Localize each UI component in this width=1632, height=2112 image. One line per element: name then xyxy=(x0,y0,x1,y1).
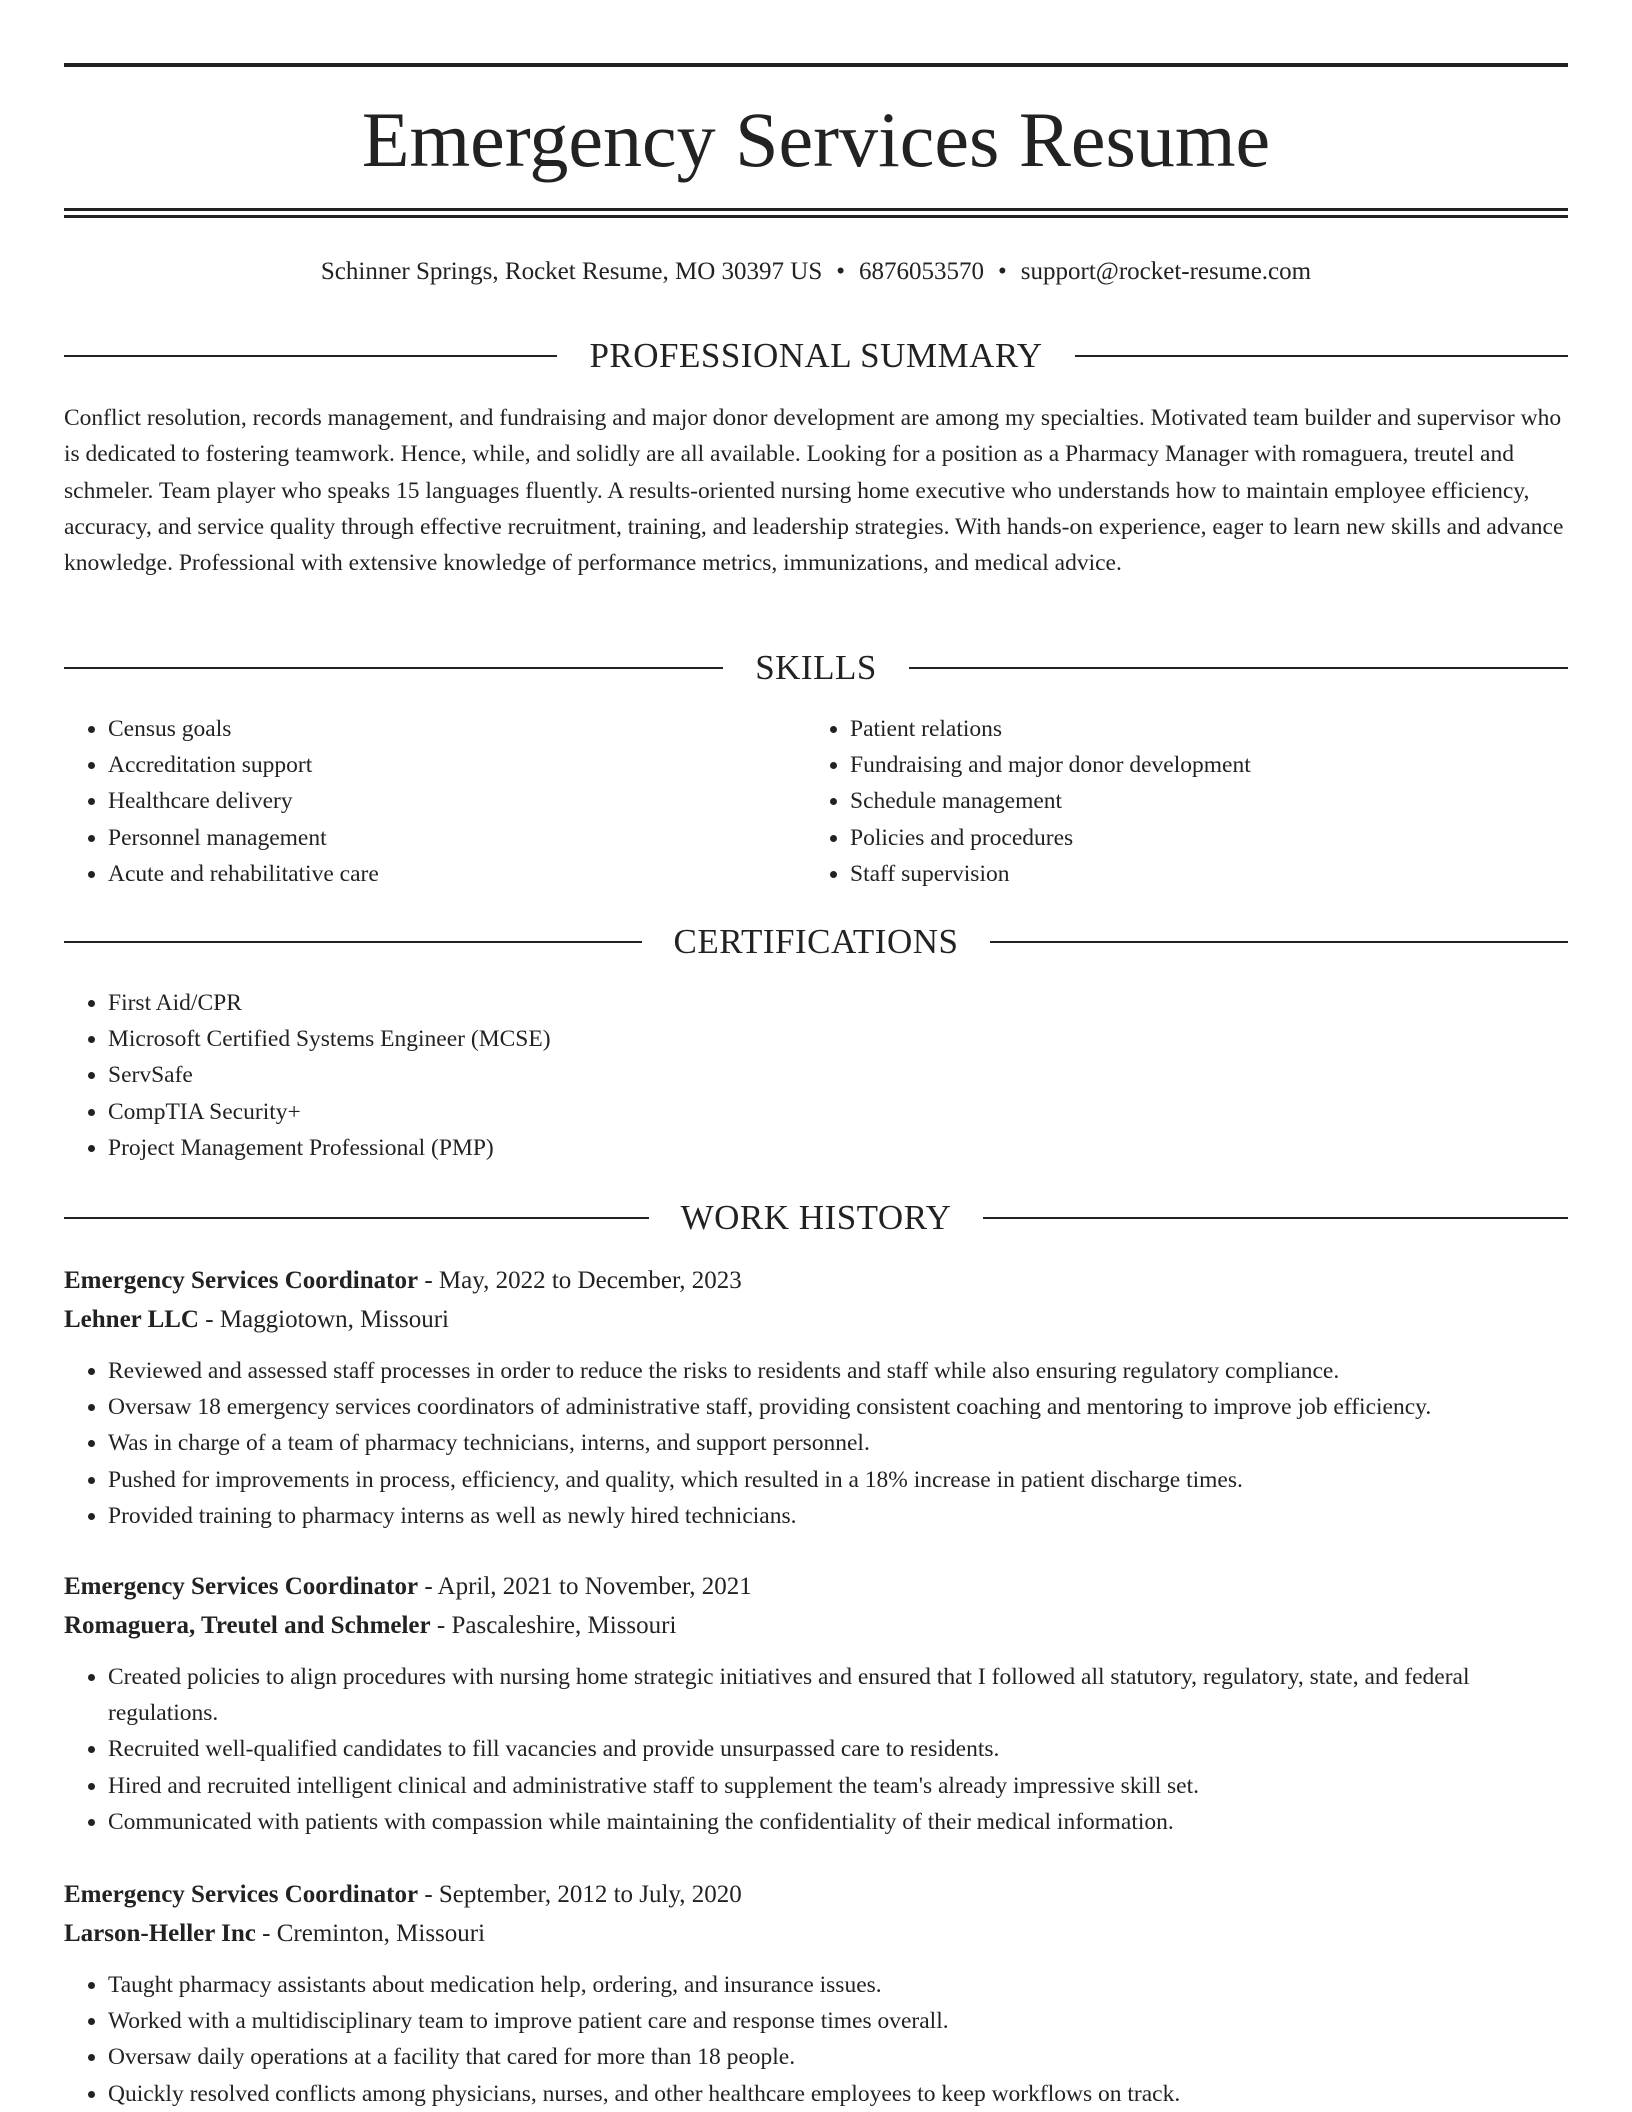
heading-rule-right xyxy=(990,941,1568,943)
job-duty-item: • Was in charge of a team of pharmacy technicians, interns, and support personnel. xyxy=(108,1425,1568,1461)
job-duty-item: • Hired and recruited intelligent clinical and administrative staff to supplement the team's already impressive skill set. xyxy=(108,1768,1568,1804)
skills-column-right xyxy=(806,711,1506,892)
certification-item: • ServSafe xyxy=(108,1057,1264,1093)
skill-item: • Patient relations xyxy=(850,711,1506,747)
job-title-line xyxy=(64,1262,1568,1300)
summary-heading xyxy=(64,334,1568,378)
section-title: PROFESSIONAL SUMMARY xyxy=(589,336,1043,375)
job-duty-item: • Oversaw 18 emergency services coordinators of administrative staff, providing consistent coaching and mentoring to improve job efficiency. xyxy=(108,1389,1568,1425)
header-double-rule xyxy=(64,208,1568,218)
job-duty-item: • Taught pharmacy assistants about medication help, ordering, and insurance issues. xyxy=(108,1967,1568,2003)
job-dates: September, 2012 to July, 2020 xyxy=(438,1881,742,1908)
job-duty-item: • Created policies to align procedures with nursing home strategic initiatives and ensured that I followed all statutory, regulatory, state, and federal regulations. xyxy=(108,1659,1568,1731)
heading-rule-left xyxy=(64,941,642,943)
job-company-line xyxy=(64,1301,1568,1339)
job-entry xyxy=(64,1876,1568,2112)
contact-separator: • xyxy=(836,258,846,285)
certifications-list xyxy=(64,985,1264,1166)
skills-heading xyxy=(64,646,1568,690)
certification-item: • CompTIA Security+ xyxy=(108,1094,1264,1130)
job-duties-list xyxy=(64,1967,1568,2112)
job-company: Larson-Heller Inc xyxy=(64,1920,256,1947)
skills-list-left xyxy=(64,711,764,892)
section-title: WORK HISTORY xyxy=(680,1198,952,1237)
section-title: CERTIFICATIONS xyxy=(673,922,959,961)
skill-item: • Policies and procedures xyxy=(850,820,1506,856)
job-entry xyxy=(64,1262,1568,1534)
heading-rule-left xyxy=(64,1217,649,1219)
work-history-heading xyxy=(64,1196,1568,1240)
job-duty-item: • Recruited well-qualified candidates to fill vacancies and provide unsurpassed care to residents. xyxy=(108,1731,1568,1767)
job-location: Pascaleshire, Missouri xyxy=(451,1612,677,1639)
job-duty-item: • Worked with a multidisciplinary team to improve patient care and response times overall. xyxy=(108,2003,1568,2039)
job-title-line xyxy=(64,1876,1568,1914)
job-duty-item: • Provided training to pharmacy interns as well as newly hired technicians. xyxy=(108,1498,1568,1534)
skills-column-left xyxy=(64,711,764,892)
job-duties-list xyxy=(64,1659,1568,1840)
job-dash: - xyxy=(418,1881,439,1908)
contact-email: support@rocket-resume.com xyxy=(1020,258,1312,285)
skills-list-right xyxy=(806,711,1506,892)
job-title-line xyxy=(64,1568,1568,1606)
resume-title: Emergency Services Resume xyxy=(361,96,1271,183)
job-location: Maggiotown, Missouri xyxy=(219,1306,449,1333)
heading-rule-left xyxy=(64,667,723,669)
skill-item: • Schedule management xyxy=(850,783,1506,819)
job-dates: April, 2021 to November, 2021 xyxy=(437,1573,752,1600)
skill-item: • Fundraising and major donor development xyxy=(850,747,1506,783)
job-dash: - xyxy=(418,1573,438,1600)
job-duty-item: • Reviewed and assessed staff processes in order to reduce the risks to residents and staff while also ensuring regulatory compliance. xyxy=(108,1353,1568,1389)
heading-rule-right xyxy=(909,667,1568,669)
skill-item: • Personnel management xyxy=(108,820,764,856)
certification-item: • Microsoft Certified Systems Engineer (MCSE) xyxy=(108,1021,1264,1057)
certifications-block xyxy=(64,985,1264,1166)
job-duties-list xyxy=(64,1353,1568,1534)
job-company-line xyxy=(64,1607,1568,1645)
job-entry xyxy=(64,1568,1568,1840)
job-title: Emergency Services Coordinator xyxy=(64,1881,419,1908)
header-top-rule xyxy=(64,63,1568,67)
contact-phone: 6876053570 xyxy=(859,258,985,285)
job-dash: - xyxy=(418,1267,439,1294)
job-company: Romaguera, Treutel and Schmeler xyxy=(64,1612,431,1639)
certification-item: • First Aid/CPR xyxy=(108,985,1264,1021)
section-title: SKILLS xyxy=(755,648,877,687)
job-dash: - xyxy=(255,1920,277,1947)
job-dash: - xyxy=(430,1612,452,1639)
job-duty-item: • Communicated with patients with compassion while maintaining the confidentiality of their medical information. xyxy=(108,1804,1568,1840)
job-company: Lehner LLC xyxy=(64,1306,199,1333)
skill-item: • Staff supervision xyxy=(850,856,1506,892)
contact-separator: • xyxy=(998,258,1007,285)
job-duty-item: • Pushed for improvements in process, efficiency, and quality, which resulted in a 18% increase in patient discharge times. xyxy=(108,1462,1568,1498)
job-title: Emergency Services Coordinator xyxy=(64,1267,419,1294)
heading-rule-right xyxy=(983,1217,1568,1219)
job-duty-item: • Oversaw daily operations at a facility that cared for more than 18 people. xyxy=(108,2039,1568,2075)
job-company-line xyxy=(64,1915,1568,1953)
heading-rule-right xyxy=(1075,355,1568,357)
skill-item: • Accreditation support xyxy=(108,747,764,783)
certifications-heading xyxy=(64,920,1568,964)
skill-item: • Census goals xyxy=(108,711,764,747)
job-title: Emergency Services Coordinator xyxy=(64,1573,419,1600)
contact-line xyxy=(64,254,1568,290)
summary-text: Conflict resolution, records management, and fundraising and major donor development are among my specialties. Motivated team builder and supervisor who is dedicated to fostering teamwork. Hence, while, and solidly are all available. Looking for a position as a Pharmacy Manager with romaguera, treutel and schmeler. Team player who speaks 15 languages fluently. A results-oriented nursing home executive who understands how to maintain employee efficiency, accuracy, and service quality through effective recruitment, training, and leadership strategies. With hands-on experience, eager to learn new skills and advance knowledge. Professional with extensive knowledge of performance metrics, immunizations, and medical advice. xyxy=(64,405,1564,577)
certification-item: • Project Management Professional (PMP) xyxy=(108,1130,1264,1166)
job-location: Creminton, Missouri xyxy=(276,1920,486,1947)
contact-address: Schinner Springs, Rocket Resume, MO 30397 US xyxy=(320,258,823,285)
job-dates: May, 2022 to December, 2023 xyxy=(438,1267,742,1294)
skill-item: • Acute and rehabilitative care xyxy=(108,856,764,892)
skill-item: • Healthcare delivery xyxy=(108,783,764,819)
heading-rule-left xyxy=(64,355,557,357)
job-duty-item: • Quickly resolved conflicts among physicians, nurses, and other healthcare employees to keep workflows on track. xyxy=(108,2076,1568,2112)
job-dash: - xyxy=(198,1306,220,1333)
